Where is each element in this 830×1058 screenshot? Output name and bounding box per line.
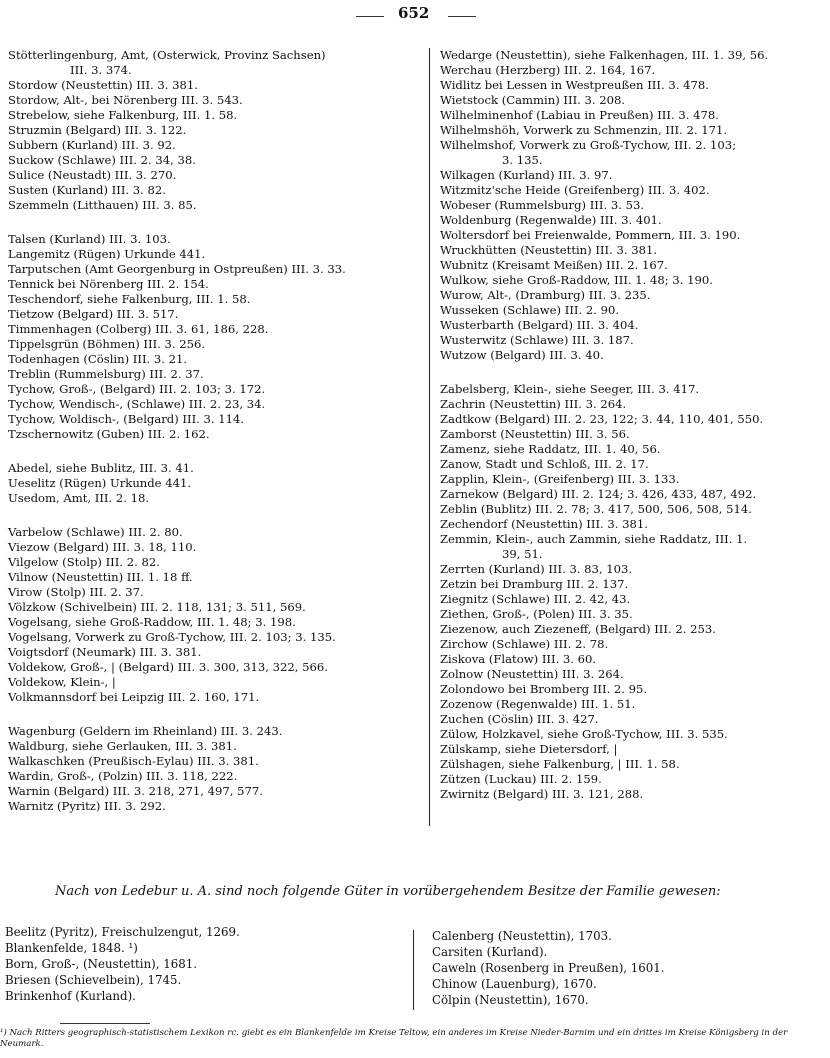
- index-entry: Wutzow (Belgard) III. 3. 40.: [440, 348, 604, 362]
- list-item: Calenberg (Neustettin), 1703.: [432, 929, 612, 943]
- index-entry: Stötterlingenburg, Amt, (Osterwick, Provinz Sachsen): [8, 48, 326, 62]
- section-gap: [440, 363, 828, 382]
- index-entry: Zachrin (Neustettin) III. 3. 264.: [440, 397, 627, 411]
- index-entry: Zetzin bei Dramburg III. 2. 137.: [440, 577, 629, 591]
- index-entry: 39, 51.: [502, 547, 543, 561]
- index-entry: Wilhelminenhof (Labiau in Preußen) III. 3. 478.: [440, 108, 719, 122]
- section-gap: [8, 705, 413, 724]
- index-entry: Tippelsgrün (Böhmen) III. 3. 256.: [8, 337, 206, 351]
- index-entry: Wurow, Alt-, (Dramburg) III. 3. 235.: [440, 288, 651, 302]
- index-entry: Zülshagen, siehe Falkenburg, | III. 1. 58.: [440, 757, 680, 771]
- index-entry: Werchau (Herzberg) III. 2. 164, 167.: [440, 63, 656, 77]
- index-entry: Zülskamp, siehe Dietersdorf, |: [440, 742, 618, 756]
- index-entry: Vogelsang, siehe Groß-Raddow, III. 1. 48; 3. 198.: [8, 615, 296, 629]
- index-entry: Tychow, Wendisch-, (Schlawe) III. 2. 23, 34.: [8, 397, 266, 411]
- index-entry: Zamenz, siehe Raddatz, III. 1. 40, 56.: [440, 442, 661, 456]
- index-entry: Völzkow (Schivelbein) III. 2. 118, 131; 3. 511, 569.: [8, 600, 306, 614]
- index-entry: Zabelsberg, Klein-, siehe Seeger, III. 3. 417.: [440, 382, 700, 396]
- index-entry: Zarnekow (Belgard) III. 2. 124; 3. 426, 433, 487, 492.: [440, 487, 757, 501]
- index-entry: Zerrten (Kurland) III. 3. 83, 103.: [440, 562, 633, 576]
- list-item: Born, Groß-, (Neustettin), 1681.: [5, 957, 198, 971]
- index-entry: Volkmannsdorf bei Leipzig III. 2. 160, 171.: [8, 690, 260, 704]
- left-index-column: [8, 48, 413, 814]
- index-entry: Vogelsang, Vorwerk zu Groß-Tychow, III. 2. 103; 3. 135.: [8, 630, 336, 644]
- index-entry: Woltersdorf bei Freienwalde, Pommern, III. 3. 190.: [440, 228, 741, 242]
- index-entry: Wilhelmshof, Vorwerk zu Groß-Tychow, III. 2. 103;: [440, 138, 736, 152]
- index-entry: Walkaschken (Preußisch-Eylau) III. 3. 381.: [8, 754, 259, 768]
- index-entry: Usedom, Amt, III. 2. 18.: [8, 491, 150, 505]
- right-index-column: [440, 48, 828, 802]
- index-entry: Treblin (Rummelsburg) III. 2. 37.: [8, 367, 204, 381]
- index-entry: Zemmin, Klein-, auch Zammin, siehe Raddatz, III. 1.: [440, 532, 748, 546]
- index-entry: Tarputschen (Amt Georgenburg in Ostpreußen) III. 3. 33.: [8, 262, 346, 276]
- index-entry: Ziezenow, auch Ziezeneff, (Belgard) III. 2. 253.: [440, 622, 716, 636]
- list-item: Cölpin (Neustettin), 1670.: [432, 993, 589, 1007]
- index-entry: Talsen (Kurland) III. 3. 103.: [8, 232, 171, 246]
- index-entry: Zadtkow (Belgard) III. 2. 23, 122; 3. 44, 110, 401, 550.: [440, 412, 764, 426]
- section-heading: Nach von Ledebur u. A. sind noch folgende Güter in vorübergehendem Besitze der Familie gewesen:: [55, 884, 721, 899]
- index-entry: Wusterbarth (Belgard) III. 3. 404.: [440, 318, 639, 332]
- index-entry: Witzmitz'sche Heide (Greifenberg) III. 3. 402.: [440, 183, 710, 197]
- index-entry: Widlitz bei Lessen in Westpreußen III. 3. 478.: [440, 78, 709, 92]
- index-entry: Zanow, Stadt und Schloß, III. 2. 17.: [440, 457, 649, 471]
- index-entry: Wulkow, siehe Groß-Raddow, III. 1. 48; 3. 190.: [440, 273, 713, 287]
- bottom-divider: [413, 930, 414, 1010]
- index-entry: 3. 135.: [502, 153, 543, 167]
- index-entry: Susten (Kurland) III. 3. 82.: [8, 183, 166, 197]
- index-entry: Wusterwitz (Schlawe) III. 3. 187.: [440, 333, 634, 347]
- index-entry: Ziegnitz (Schlawe) III. 2. 42, 43.: [440, 592, 631, 606]
- section-gap: [8, 442, 413, 461]
- index-entry: Voldekow, Klein-, |: [8, 675, 116, 689]
- index-entry: Szemmeln (Litthauen) III. 3. 85.: [8, 198, 197, 212]
- section-gap: [8, 506, 413, 525]
- index-entry: Timmenhagen (Colberg) III. 3. 61, 186, 228.: [8, 322, 269, 336]
- index-entry: Warnin (Belgard) III. 3. 218, 271, 497, 577.: [8, 784, 263, 798]
- list-item: Blankenfelde, 1848. ¹): [5, 941, 138, 955]
- index-entry: Vilnow (Neustettin) III. 1. 18 ff.: [8, 570, 193, 584]
- index-entry: Warnitz (Pyritz) III. 3. 292.: [8, 799, 166, 813]
- index-entry: Tietzow (Belgard) III. 3. 517.: [8, 307, 179, 321]
- index-entry: Tychow, Woldisch-, (Belgard) III. 3. 114.: [8, 412, 245, 426]
- index-entry: Varbelow (Schlawe) III. 2. 80.: [8, 525, 183, 539]
- index-entry: Zolondowo bei Bromberg III. 2. 95.: [440, 682, 648, 696]
- index-entry: Zamborst (Neustettin) III. 3. 56.: [440, 427, 630, 441]
- index-entry: Wusseken (Schlawe) III. 2. 90.: [440, 303, 620, 317]
- index-entry: Tennick bei Nörenberg III. 2. 154.: [8, 277, 209, 291]
- index-entry: Zeblin (Bublitz) III. 2. 78; 3. 417, 500, 506, 508, 514.: [440, 502, 752, 516]
- index-entry: Wruckhütten (Neustettin) III. 3. 381.: [440, 243, 658, 257]
- former-estates-right: [428, 928, 788, 1008]
- index-entry: Ziskova (Flatow) III. 3. 60.: [440, 652, 597, 666]
- index-entry: Stordow, Alt-, bei Nörenberg III. 3. 543.: [8, 93, 243, 107]
- index-entry: Viezow (Belgard) III. 3. 18, 110.: [8, 540, 197, 554]
- index-entry: Ziethen, Groß-, (Polen) III. 3. 35.: [440, 607, 633, 621]
- index-entry: Wagenburg (Geldern im Rheinland) III. 3. 243.: [8, 724, 283, 738]
- column-divider: [429, 48, 430, 826]
- list-item: Chinow (Lauenburg), 1670.: [432, 977, 597, 991]
- index-entry: Stordow (Neustettin) III. 3. 381.: [8, 78, 198, 92]
- index-entry: Tzschernowitz (Guben) III. 2. 162.: [8, 427, 210, 441]
- index-entry: III. 3. 374.: [70, 63, 132, 77]
- index-entry: Todenhagen (Cöslin) III. 3. 21.: [8, 352, 188, 366]
- index-entry: Wubnitz (Kreisamt Meißen) III. 2. 167.: [440, 258, 668, 272]
- section-gap: [8, 213, 413, 232]
- list-item: Beelitz (Pyritz), Freischulzengut, 1269.: [5, 925, 240, 939]
- list-item: Carsiten (Kurland).: [432, 945, 548, 959]
- index-entry: Wietstock (Cammin) III. 3. 208.: [440, 93, 626, 107]
- index-entry: Voldekow, Groß-, | (Belgard) III. 3. 300, 313, 322, 566.: [8, 660, 328, 674]
- list-item: Brinkenhof (Kurland).: [5, 989, 136, 1003]
- index-entry: Langemitz (Rügen) Urkunde 441.: [8, 247, 206, 261]
- index-entry: Zechendorf (Neustettin) III. 3. 381.: [440, 517, 648, 531]
- former-estates-left: [5, 924, 365, 1004]
- header-dash-left: [356, 16, 384, 17]
- index-entry: Strebelow, siehe Falkenburg, III. 1. 58.: [8, 108, 238, 122]
- index-entry: Wardin, Groß-, (Polzin) III. 3. 118, 222.: [8, 769, 238, 783]
- list-item: Caweln (Rosenberg in Preußen), 1601.: [432, 961, 665, 975]
- page-header: [0, 2, 830, 24]
- index-entry: Wedarge (Neustettin), siehe Falkenhagen, III. 1. 39, 56.: [440, 48, 769, 62]
- index-entry: Sulice (Neustadt) III. 3. 270.: [8, 168, 177, 182]
- index-entry: Zülow, Holzkavel, siehe Groß-Tychow, III. 3. 535.: [440, 727, 728, 741]
- index-entry: Suckow (Schlawe) III. 2. 34, 38.: [8, 153, 196, 167]
- index-entry: Wilhelmshöh, Vorwerk zu Schmenzin, III. 2. 171.: [440, 123, 728, 137]
- index-entry: Zuchen (Cöslin) III. 3. 427.: [440, 712, 599, 726]
- index-entry: Wilkagen (Kurland) III. 3. 97.: [440, 168, 613, 182]
- header-dash-right: [448, 16, 476, 17]
- list-item: Briesen (Schievelbein), 1745.: [5, 973, 182, 987]
- footnote: ¹) Nach Ritters geographisch-statistischem Lexikon rc. giebt es ein Blankenfelde im Kreise Teltow, ein anderes im Kreise Nieder-Barnim und ein drittes im Kreise Königsberg in der Neumark.: [0, 1028, 788, 1049]
- index-entry: Voigtsdorf (Neumark) III. 3. 381.: [8, 645, 202, 659]
- index-entry: Zapplin, Klein-, (Greifenberg) III. 3. 133.: [440, 472, 680, 486]
- index-entry: Abedel, siehe Bublitz, III. 3. 41.: [8, 461, 194, 475]
- index-entry: Virow (Stolp) III. 2. 37.: [8, 585, 144, 599]
- page-number: 652: [398, 4, 430, 22]
- index-entry: Tychow, Groß-, (Belgard) III. 2. 103; 3. 172.: [8, 382, 266, 396]
- index-entry: Zozenow (Regenwalde) III. 1. 51.: [440, 697, 636, 711]
- index-entry: Zolnow (Neustettin) III. 3. 264.: [440, 667, 624, 681]
- index-entry: Woldenburg (Regenwalde) III. 3. 401.: [440, 213, 662, 227]
- index-entry: Ueselitz (Rügen) Urkunde 441.: [8, 476, 192, 490]
- index-entry: Waldburg, siehe Gerlauken, III. 3. 381.: [8, 739, 237, 753]
- index-entry: Teschendorf, siehe Falkenburg, III. 1. 58.: [8, 292, 251, 306]
- index-entry: Wobeser (Rummelsburg) III. 3. 53.: [440, 198, 645, 212]
- index-entry: Zützen (Luckau) III. 2. 159.: [440, 772, 602, 786]
- index-entry: Struzmin (Belgard) III. 3. 122.: [8, 123, 187, 137]
- index-entry: Subbern (Kurland) III. 3. 92.: [8, 138, 176, 152]
- index-entry: Zwirnitz (Belgard) III. 3. 121, 288.: [440, 787, 644, 801]
- footnote-rule: [60, 1023, 150, 1024]
- index-entry: Zirchow (Schlawe) III. 2. 78.: [440, 637, 609, 651]
- index-entry: Vilgelow (Stolp) III. 2. 82.: [8, 555, 160, 569]
